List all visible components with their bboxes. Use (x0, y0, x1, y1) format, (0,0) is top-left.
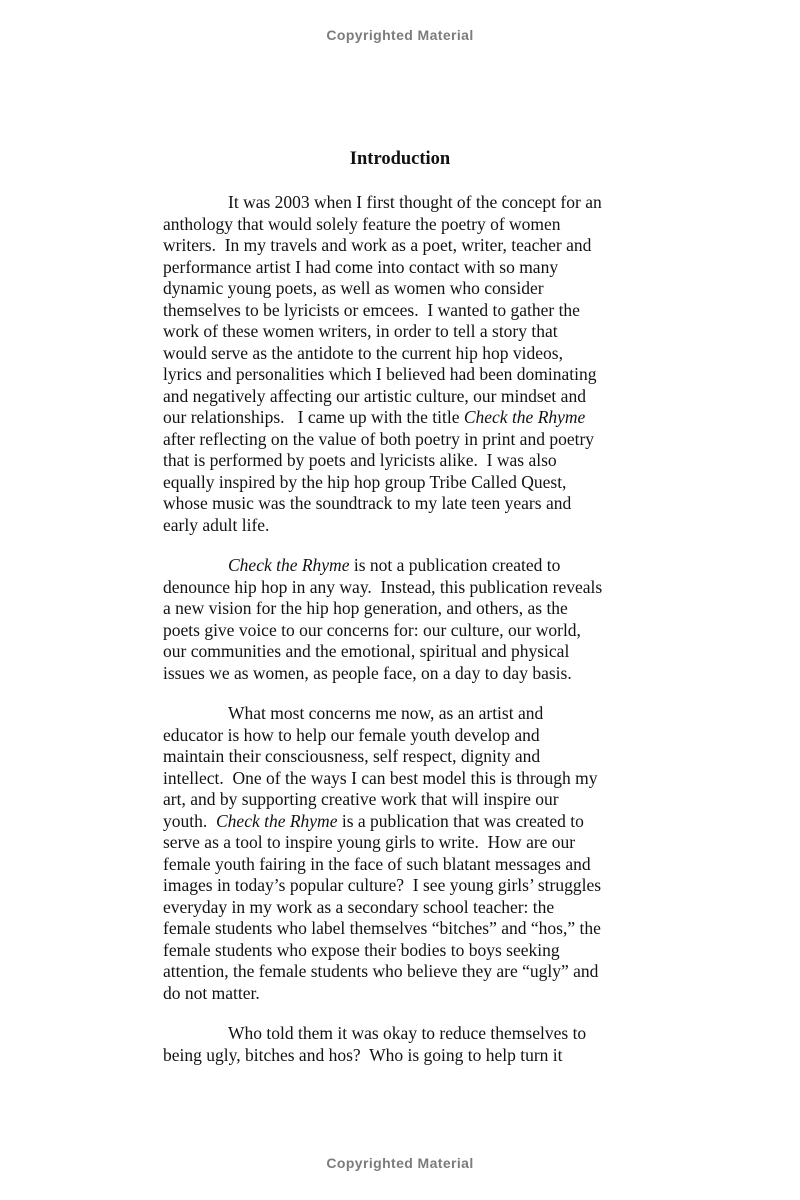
text-line (163, 364, 653, 386)
text-line (163, 703, 653, 725)
text-line (163, 577, 653, 599)
text-run: is not a publication created to (349, 555, 561, 575)
paragraph (163, 192, 653, 536)
text-line (163, 832, 653, 854)
text-line (163, 407, 653, 429)
watermark-bottom: Copyrighted Material (326, 1155, 474, 1171)
body-text (163, 192, 653, 1066)
text-run: themselves to be lyricists or emcees. I wanted to gather the (163, 299, 580, 320)
text-line (163, 300, 653, 322)
text-run: It was 2003 when I first thought of the concept for an (228, 192, 602, 212)
text-run: female students who expose their bodies to boys seeking (163, 939, 560, 960)
text-run: and negatively affecting our artistic culture, our mindset and (163, 385, 586, 406)
text-run: intellect. One of the ways I can best model this is through my (163, 767, 598, 788)
text-line (163, 918, 653, 940)
text-run: is a publication that was created to (337, 810, 584, 831)
text-run: images in today’s popular culture? I see young girls’ struggles (163, 875, 602, 895)
watermark-top: Copyrighted Material (326, 27, 474, 43)
text-run: everyday in my work as a secondary school teacher: the (163, 896, 555, 917)
text-run: maintain their consciousness, self respect, dignity and (163, 746, 541, 766)
text-run: serve as a tool to inspire young girls to write. How are our (163, 832, 576, 852)
text-run: issues we as women, as people face, on a day to day basis. (163, 662, 572, 683)
text-run: youth. (163, 810, 216, 831)
text-line (163, 641, 653, 663)
text-run-italic: Check the Rhyme (228, 555, 350, 575)
text-run: female students who label themselves “bitches” and “hos,” the (163, 918, 601, 938)
text-run: early adult life. (163, 514, 270, 535)
text-line (163, 983, 653, 1005)
text-line (163, 555, 653, 577)
text-run: anthology that would solely feature the poetry of women (163, 213, 561, 234)
text-run: that is performed by poets and lyricists alike. I was also (163, 450, 557, 470)
text-line (163, 961, 653, 983)
text-run: poets give voice to our concerns for: our culture, our world, (163, 619, 581, 640)
text-line (163, 897, 653, 919)
text-run-italic: Check the Rhyme (216, 810, 338, 831)
text-line (163, 472, 653, 494)
text-run: attention, the female students who believe they are “ugly” and (163, 961, 599, 981)
text-line (163, 386, 653, 408)
text-line (163, 257, 653, 279)
text-line (163, 1023, 653, 1045)
text-line (163, 278, 653, 300)
text-line (163, 663, 653, 685)
text-run: writers. In my travels and work as a poet, writer, teacher and (163, 235, 592, 255)
paragraph (163, 703, 653, 1004)
text-run: What most concerns me now, as an artist and (228, 703, 544, 723)
text-line (163, 789, 653, 811)
text-run: Who told them it was okay to reduce themselves to (228, 1023, 587, 1043)
text-run: our relationships. I came up with the title (163, 407, 464, 427)
text-run: being ugly, bitches and hos? Who is going to help turn it (163, 1044, 563, 1065)
text-line (163, 493, 653, 515)
text-run: equally inspired by the hip hop group Tribe Called Quest, (163, 471, 567, 492)
paragraph (163, 1023, 653, 1066)
text-line (163, 343, 653, 365)
page-title: Introduction (349, 149, 451, 169)
text-line (163, 940, 653, 962)
text-run: work of these women writers, in order to tell a story that (163, 321, 558, 341)
text-run: a new vision for the hip hop generation, and others, as the (163, 598, 568, 618)
text-run-italic: Check the Rhyme (463, 407, 586, 427)
text-run: female youth fairing in the face of such blatant messages and (163, 853, 591, 874)
text-line (163, 598, 653, 620)
text-line (163, 214, 653, 236)
paragraph (163, 555, 653, 684)
text-line (163, 768, 653, 790)
text-line (163, 450, 653, 472)
text-run: would serve as the antidote to the current hip hop videos, (163, 342, 563, 363)
text-run: do not matter. (163, 982, 260, 1003)
text-line (163, 725, 653, 747)
text-run: after reflecting on the value of both poetry in print and poetry (163, 428, 595, 449)
text-run: dynamic young poets, as well as women who consider (163, 278, 544, 298)
text-run: art, and by supporting creative work that will inspire our (163, 789, 559, 809)
text-line (163, 1045, 653, 1067)
text-run: whose music was the soundtrack to my late teen years and (163, 493, 572, 513)
text-line (163, 235, 653, 257)
text-run: educator is how to help our female youth develop and (163, 724, 540, 745)
text-line (163, 746, 653, 768)
text-line (163, 321, 653, 343)
text-run: our communities and the emotional, spiritual and physical (163, 641, 570, 661)
text-line (163, 429, 653, 451)
text-line (163, 192, 653, 214)
text-run: denounce hip hop in any way. Instead, this publication reveals (163, 576, 603, 597)
text-line (163, 515, 653, 537)
text-line (163, 875, 653, 897)
text-line (163, 854, 653, 876)
text-run: lyrics and personalities which I believed had been dominating (163, 364, 597, 384)
text-line (163, 811, 653, 833)
text-line (163, 620, 653, 642)
text-run: performance artist I had come into contact with so many (163, 256, 559, 277)
